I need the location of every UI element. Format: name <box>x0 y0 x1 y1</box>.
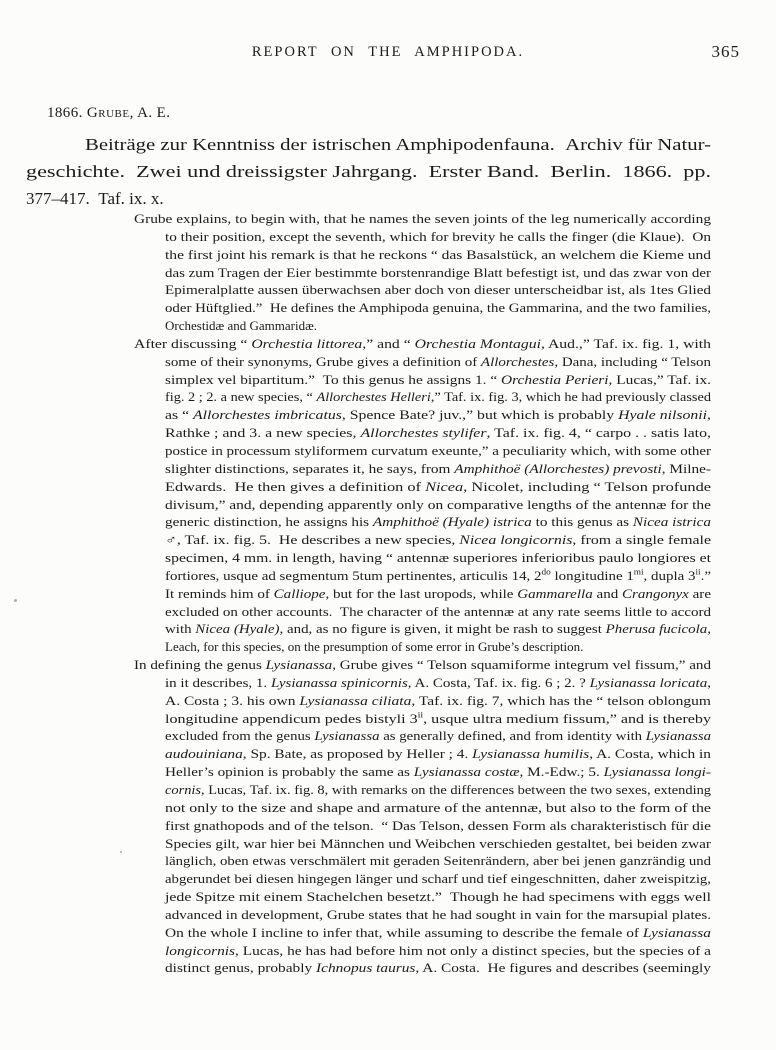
italic-text: longicornis <box>165 942 236 958</box>
text-line <box>165 763 711 781</box>
text-run: slighter distinctions, separates it, he says, from <box>165 460 455 476</box>
text-line <box>165 888 711 906</box>
text-line <box>165 710 711 728</box>
text-run: Orchestidæ and Gammaridæ. <box>165 318 317 334</box>
text-run: some of their synonyms, Grube gives a definition of <box>165 353 481 369</box>
italic-text: Allorchestes imbricatus <box>193 407 342 423</box>
text-line <box>165 424 711 442</box>
text-run: , Aud.,” Taf. ix. fig. 1, with <box>540 335 711 351</box>
text-line <box>165 727 711 745</box>
italic-text: cornis <box>165 782 202 797</box>
text-line <box>165 942 711 960</box>
italic-text: Lysianassa humilis <box>472 746 590 762</box>
text-run: with <box>165 621 196 637</box>
text-line <box>165 674 711 692</box>
italic-text: Calliope <box>273 585 326 601</box>
text-line <box>165 317 711 335</box>
italic-text: Lysianassa <box>314 728 380 744</box>
text-line <box>165 478 711 496</box>
superscript-text: ii <box>695 567 701 577</box>
italic-text: Allorchestes Helleri <box>316 389 431 405</box>
italic-text: Hyale nilsonii <box>618 407 708 423</box>
text-run: first gnathopods and of the telson. “ Das Telson, dessen Form als charakteristisch für die <box>165 817 711 833</box>
text-run: das zum Tragen der Eier bestimmte borstenrandige Blatt befestigt ist, und das zwar von der <box>165 264 711 280</box>
italic-text: Lysianassa ciliata <box>299 692 412 708</box>
italic-text: Lysianassa spinicornis <box>270 674 408 690</box>
italic-text: Allorchestes <box>480 353 555 369</box>
paragraph <box>134 656 711 977</box>
text-line <box>165 852 711 870</box>
text-run: are <box>688 585 711 601</box>
text-run: , <box>707 674 711 690</box>
text-run: Leach, for this species, on the presumption of some error in Grube’s description. <box>165 639 584 655</box>
text-line <box>165 228 711 246</box>
text-run: ♂, Taf. ix. fig. 5. He describes a new species, <box>165 532 460 548</box>
annotation-block <box>134 210 711 977</box>
text-run: oder Hüftglied.” He defines the Amphipoda genuina, the Gammarina, and the two families, <box>165 300 711 316</box>
italic-text: Lysianassa longi- <box>603 764 711 780</box>
text-run: divisum,” and, depending apparently only on comparative lengths of the antennæ for the <box>165 496 711 512</box>
italic-text: Lysianassa <box>642 924 711 940</box>
text-run: Edwards. He then gives a definition of <box>165 478 426 494</box>
italic-text: Gammarella <box>517 585 593 601</box>
italic-text: audouiniana <box>165 746 243 762</box>
text-run: fig. 2 ; 2. a new species, “ <box>165 389 317 405</box>
text-run: longitudine appendicum pedes bistyli 3 <box>165 710 418 726</box>
text-line <box>165 835 711 853</box>
italic-text: Allorchestes stylifer <box>360 425 487 441</box>
text-line <box>165 781 711 799</box>
text-run: specimen, 4 mm. in length, having “ antennæ superiores inferioribus paulo longiores et <box>165 550 711 566</box>
text-line <box>165 924 711 942</box>
text-run: A. E. <box>133 105 171 121</box>
text-line <box>165 959 711 977</box>
text-run: Heller’s opinion is probably the same as <box>165 764 414 780</box>
text-run: , dupla 3 <box>643 567 696 583</box>
text-run: , <box>707 621 711 637</box>
italic-text: Lysianassa loricata <box>589 674 708 690</box>
text-run: to this genus as <box>531 514 633 530</box>
text-line <box>165 496 711 514</box>
text-line <box>26 158 711 185</box>
text-line <box>165 567 711 585</box>
citation-paragraph <box>26 131 711 212</box>
page-number: 365 <box>711 42 740 61</box>
text-run: advanced in development, Grube states that he had sought in vain for the marsupial plates. <box>165 906 711 922</box>
text-run: , Dana, including “ Telson <box>554 353 711 369</box>
text-run: , and, as no figure is given, it might be rash to suggest <box>279 621 606 637</box>
scan-speck <box>120 851 122 853</box>
text-line <box>165 442 711 460</box>
text-run: ,” and “ <box>362 335 415 351</box>
text-run: , Nicolet, including “ Telson profunde <box>463 478 711 494</box>
italic-text: Nicea longicornis <box>459 532 573 548</box>
text-run: It reminds him of <box>165 585 274 601</box>
text-run: fortiores, usque ad segmentum 5tum pertinentes, articulis 14, 2 <box>165 567 542 583</box>
italic-text: Lysianassa costæ <box>413 764 520 780</box>
text-line <box>165 406 711 424</box>
text-run: Beiträge zur Kenntniss der istrischen Amphipodenfauna. Archiv für Natur- <box>85 135 711 154</box>
text-run: , <box>707 407 711 423</box>
text-run: , A. Costa. He figures and describes (seemingly <box>415 960 711 976</box>
text-run: ,” Taf. ix. fig. 3, which he had previously classed <box>430 389 711 405</box>
text-run: excluded on other accounts. The character of the antennæ at any rate seems little to accord <box>165 603 711 619</box>
italic-text: Amphithoë (Allorchestes) prevosti <box>454 460 662 476</box>
text-run: länglich, oben etwas verschmälert mit geraden Seitenrändern, aber bei jenen ganzrändig und <box>165 853 711 869</box>
text-run: Species gilt, war hier bei Männchen und Weibchen verschieden gestaltet, bei beiden zwar <box>165 835 711 851</box>
text-line <box>165 603 711 621</box>
text-line <box>165 299 711 317</box>
text-line <box>165 264 711 282</box>
scan-speck <box>14 599 17 602</box>
text-line <box>165 692 711 710</box>
text-run: geschichte. Zwei und dreissigster Jahrgang. Erster Band. Berlin. 1866. pp. <box>26 162 711 181</box>
text-run: , A. Costa, Taf. ix. fig. 6 ; 2. ? <box>407 674 590 690</box>
text-run: , Lucas,” Taf. ix. <box>608 371 711 387</box>
text-run: , Spence Bate? juv.,” but which is probably <box>341 407 619 423</box>
text-run: generic distinction, he assigns his <box>165 514 373 530</box>
italic-text: Lysianassa <box>645 728 711 744</box>
italic-text: Crangonyx <box>622 585 689 601</box>
paragraph <box>134 210 711 335</box>
text-run: After discussing “ <box>134 335 252 351</box>
text-line <box>134 656 711 674</box>
text-run: to their position, except the seventh, which for brevity he calls the finger (die Klaue). On <box>165 228 711 244</box>
text-run: not only to the size and shape and armature of the antennæ, but also to the form of the <box>165 799 711 815</box>
text-line <box>26 185 711 212</box>
text-run: On the whole I incline to infer that, while assuming to describe the female of <box>165 924 643 940</box>
text-run: Epimeralplatte aussen überwachsen aber doch von dieser unterscheidbar ist, als 1tes Glied <box>165 282 711 298</box>
text-line <box>165 585 711 603</box>
text-run: A. Costa ; 3. his own <box>165 692 300 708</box>
text-line <box>165 870 711 888</box>
text-run: Rathke ; and 3. a new species, <box>165 425 361 441</box>
text-line <box>134 335 711 353</box>
text-line <box>165 638 711 656</box>
text-run: , Sp. Bate, as proposed by Heller ; 4. <box>242 746 473 762</box>
italic-text: Lysianassa <box>265 657 333 673</box>
italic-text: Nicea <box>425 478 464 494</box>
text-line <box>165 531 711 549</box>
text-line <box>165 906 711 924</box>
superscript-text: mi <box>633 567 644 577</box>
text-run: , M.-Edw.; 5. <box>519 764 604 780</box>
paragraph <box>134 335 711 656</box>
text-run: 377–417. Taf. ix. x. <box>26 189 164 208</box>
text-line <box>165 799 711 817</box>
text-run: , Taf. ix. fig. 4, “ carpo . . satis lato, <box>486 425 711 441</box>
text-run: , Lucas, he has had before him not only a distinct species, but the species of a <box>235 942 711 958</box>
italic-text: Nicea istrica <box>632 514 711 530</box>
text-line <box>165 281 711 299</box>
text-line <box>165 388 711 406</box>
text-run: Grube explains, to begin with, that he names the seven joints of the leg numerically according <box>134 211 711 226</box>
text-line <box>134 210 711 228</box>
text-run: jede Spitze mit einem Stachelchen besetzt.” Though he had specimens with eggs well <box>165 889 711 905</box>
text-run: the first joint his remark is that he reckons “ das Basalstück, an welchem die Kieme und <box>165 246 711 262</box>
text-run: , but for the last uropods, while <box>325 585 518 601</box>
text-run: , A. Costa, which in <box>589 746 711 762</box>
italic-text: Orchestia littorea <box>251 335 363 351</box>
text-run: excluded from the genus <box>165 728 315 744</box>
text-line <box>165 246 711 264</box>
text-line <box>165 620 711 638</box>
superscript-text: ii <box>417 710 424 720</box>
text-run: , from a single female <box>572 532 711 548</box>
text-run: , Grube gives “ Telson squamiforme integrum vel fissum,” and <box>332 657 711 673</box>
text-run: .” <box>700 567 711 583</box>
running-header-title: REPORT ON THE AMPHIPODA. <box>251 44 525 60</box>
superscript-text: do <box>541 567 551 577</box>
italic-text: Nicea (Hyale) <box>195 621 280 637</box>
text-run: abgerundet bei diesen hingegen länger und scharf und tief eingeschnitten, daher zweispitzig, <box>165 871 711 887</box>
text-run: , usque ultra medium fissum,” and is thereby <box>423 710 711 726</box>
italic-text: Orchestia Perieri <box>501 371 609 387</box>
italic-text: Ichnopus taurus <box>316 960 416 976</box>
text-run: simplex vel bipartitum.” To this genus he assigns 1. “ <box>165 371 502 387</box>
text-line <box>165 371 711 389</box>
text-run: , Milne- <box>661 460 711 476</box>
text-line <box>165 817 711 835</box>
text-run: as generally defined, and from identity with <box>379 728 646 744</box>
text-run: distinct genus, probably <box>165 960 317 976</box>
text-run: as “ <box>165 407 194 423</box>
italic-text: Orchestia Montagui <box>414 335 541 351</box>
text-run: 1866. <box>47 105 87 121</box>
text-run: and <box>592 585 623 601</box>
text-line <box>165 353 711 371</box>
text-line <box>26 131 711 158</box>
text-run: , Lucas, Taf. ix. fig. 8, with remarks on the differences between the two sexes, extending <box>201 782 711 797</box>
text-run: , Taf. ix. fig. 7, which has the “ telson oblongum <box>411 692 711 708</box>
text-run: longitudine 1 <box>550 567 634 583</box>
text-line <box>165 549 711 567</box>
text-run: in it describes, 1. <box>165 674 271 690</box>
text-line <box>165 513 711 531</box>
text-run: postice in processum styliformem curvatum exeunte,” a peculiarity which, with some other <box>165 442 711 458</box>
italic-text: Pherusa fucicola <box>605 621 708 637</box>
text-line <box>165 460 711 478</box>
smallcaps-text: Grube, <box>86 105 134 121</box>
text-run: In defining the genus <box>134 657 266 673</box>
italic-text: Amphithoë (Hyale) istrica <box>372 514 532 530</box>
text-line <box>165 745 711 763</box>
entry-heading <box>47 103 170 123</box>
